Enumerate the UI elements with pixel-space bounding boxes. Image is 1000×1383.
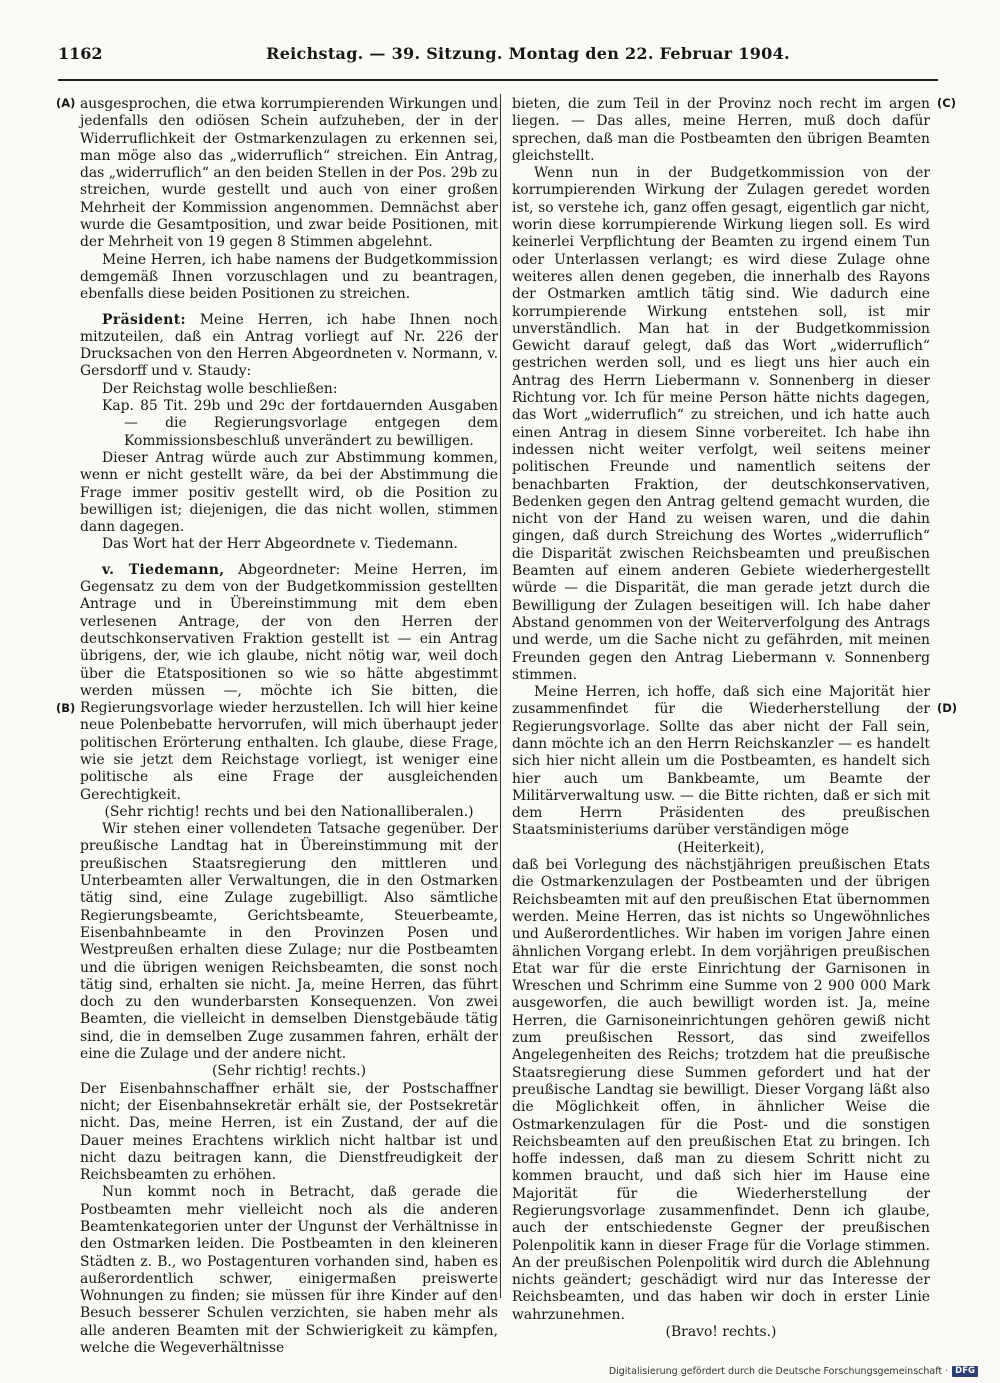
interjection: (Sehr richtig! rechts und bei den Nationalliberalen.) [104, 803, 474, 820]
dfg-logo-icon: DFG [952, 1366, 978, 1377]
paragraph: Der Eisenbahnschaffner erhält sie, der Postschaffner nicht; der Eisenbahnsekretär erhält sie, der Postsekretär nicht. Das, meine Herren, ist ein Zustand, der auf die Dauer meines Erachtens wirklich nicht haltbar ist und nicht dazu beitragen kann, die Dienstfreudigkeit der Reichsbeamten zu erhöhen. [80, 1080, 498, 1184]
paragraph: Wenn nun in der Budgetkommission von der korrumpierenden Wirkung der Zulagen geredet worden ist, so verstehe ich, ganz offen gesagt, eigentlich gar nicht, worin diese korrumpierende Wirkung liegen soll. Es wird keinerlei Verpflichtung der Beamten zu irgend einem Tun oder Unterlassen verlangt; es wird diese Zulage ohne weiteres allen denen gegeben, die innerhalb des Rayons der Ostmarken amtlich tätig sind. Wie dadurch eine korrumpierende Wirkung entstehen soll, ist mir unverständlich. Man hat in der Budgetkommission Gewicht darauf gelegt, daß das Wort „widerruflich“ gestrichen werden soll, und es liegt uns hier auch ein Antrag des Herrn Liebermann v. Sonnenberg in dieser Richtung vor. Ich für meine Person hätte nichts dagegen, das Wort „widerruflich“ zu streichen, und ich hatte auch einen Antrag in diesem Sinne vorbereitet. Ich habe ihn indessen nicht weiter verfolgt, weil seitens meiner politischen Freunde und namentlich seitens der benachbarten Fraktion, der deutschkonservativen, Bedenken gegen den Antrag geltend gemacht wurden, die nicht von der Hand zu weisen waren, und die dahin gingen, daß durch Streichung des Wortes „widerruflich“ die Disparität zwischen Reichsbeamten und preußischen Beamten auf einem anderen Gebiete wiederhergestellt würde — die Disparität, die man gerade jetzt durch die Bewilligung der Zulagen beseitigen will. Ich habe daher Abstand genommen von der Weiterverfolgung des Antrags und werde, um die Sache nicht zu gefährden, mit meinen Freunden gegen den Antrag Liebermann v. Sonnenberg stimmen. [512, 165, 930, 683]
page-header [58, 44, 938, 74]
footer-credit: Digitalisierung gefördert durch die Deutsche Forschungsgemeinschaft · [608, 1366, 949, 1377]
paragraph: daß bei Vorlegung des nächstjährigen preußischen Etats die Ostmarkenzulagen der Postbeamten und der übrigen Reichsbeamten mit auf den preußischen Etat übernommen werden. Meine Herren, das ist nichts so Ungewöhnliches und Außerordentliches. Wir haben im vorigen Jahre einen ähnlichen Vorgang erlebt. In dem vorjährigen preußischen Etat war für die erste Einrichtung der Garnisonen in Wreschen und Schrimm eine Summe von 2 900 000 Mark ausgeworfen, die auch bewilligt worden ist. Ja, meine Herren, die Garnisoneinrichtungen gehören gewiß nicht zum preußischen Ressort, das sind zweifellos Angelegenheiten des Reichs; trotzdem hat die preußische Staatsregierung diese Summen gefordert und hat der preußische Landtag sie bewilligt. Dieser Vorgang läßt also die Möglichkeit offen, in ähnlicher Weise die Ostmarkenzulagen für die Post- und die sonstigen Reichsbeamten auf den preußischen Etat zu bringen. Ich hoffe indessen, daß man zu diesem Schritt nicht zu kommen braucht, und daß sich hier im Hause eine Majorität für die Wiederherstellung der Regierungsvorlage zusammenfindet. Denn ich glaube, auch der entschiedenste Gegner der preußischen Polenpolitik kann in dieser Frage für die Vorlage stimmen. An der preußischen Polenpolitik wird durch die Ablehnung nichts geändert; geschädigt wird nur das Interesse der Reichsbeamten, und das haben wir doch in erster Linie wahrzunehmen. [512, 857, 930, 1323]
paragraph-gap [80, 554, 498, 562]
header-rule [58, 79, 938, 81]
speaker-paragraph [80, 312, 498, 381]
speaker-paragraph [80, 562, 498, 804]
right-column [512, 96, 930, 1341]
interjection: (Heiterkeit), [677, 839, 765, 856]
paragraph: Meine Herren, ich hoffe, daß sich eine Majorität hier zusammenfindet für die Wiederherstellung der Regierungsvorlage. Sollte das aber nicht der Fall sein, dann möchte ich an den Herrn Reichskanzler — es handelt sich hier nicht allein um die Postbeamten, es handelt sich hier auch um Bankbeamte, um Beamte der Militärverwaltung usw. — die Bitte richten, daß er sich mit dem Herrn Präsidenten des preußischen Staatsministeriums darüber verständigen möge [512, 684, 930, 839]
page-number: 1162 [58, 44, 103, 63]
paragraph: Das Wort hat der Herr Abgeordnete v. Tiedemann. [102, 536, 458, 553]
speech-text: Meine Herren, ich habe Ihnen noch mitzuteilen, daß ein Antrag vorliegt auf Nr. 226 der Drucksachen von den Herren Abgeordneten v. Normann, v. Gersdorff und v. Staudy: [80, 311, 498, 380]
paragraph: ausgesprochen, die etwa korrumpierenden Wirkungen und jedenfalls den odiösen Schein aufzuheben, der in der Widerruflichkeit der Ostmarkenzulagen zu erkennen sei, man möge also das „widerruflich“ streichen. Ein Antrag, das „widerruflich“ an den beiden Stellen in der Pos. 29b zu streichen, wurde gestellt und auch von einer großen Mehrheit der Kommission angenommen. Demnächst aber wurde die Gesamtposition, und zwar beide Positionen, mit der Mehrheit von 19 gegen 8 Stimmen abgelehnt. [80, 96, 498, 251]
margin-marker-b: (B) [56, 701, 76, 715]
footer [609, 1366, 978, 1377]
paragraph: Nun kommt noch in Betracht, daß gerade die Postbeamten mehr vielleicht noch als die anderen Beamtenkategorien unter der Ungunst der Verhältnisse in den Ostmarken leiden. Die Postbeamten in den kleineren Städten z. B., wo Postagenturen vorhanden sind, haben es außerordentlich schwer, einigermaßen preiswerte Wohnungen zu finden; sie müssen für ihre Kinder auf den Besuch besserer Schulen verzichten, sie haben mehr als alle anderen Beamten mit der Schwierigkeit zu kämpfen, welche die Wegeverhältnisse [80, 1184, 498, 1357]
left-column [80, 96, 499, 1357]
paragraph: Kap. 85 Tit. 29b und 29c der fortdauernden Ausgaben — die Regierungsvorlage entgegen dem Kommissionsbeschluß unverändert zu bewilligen. [102, 398, 498, 449]
column-divider [500, 94, 501, 1298]
margin-marker-a: (A) [56, 96, 76, 110]
paragraph: bieten, die zum Teil in der Provinz noch recht im argen liegen. — Das alles, meine Herren, muß doch dafür sprechen, daß man die Postbeamten den übrigen Beamten gleichstellt. [512, 96, 930, 164]
interjection: (Sehr richtig! rechts.) [211, 1063, 366, 1080]
interjection: (Bravo! rechts.) [665, 1324, 777, 1341]
paragraph: Wir stehen einer vollendeten Tatsache gegenüber. Der preußische Landtag hat in Übereinstimmung mit der preußischen Staatsregierung den mittleren und Unterbeamten aller Verwaltungen, die in den Ostmarken tätig sind, eine Zulage zugebilligt. Also sämtliche Regierungsbeamte, Gerichtsbeamte, Steuerbeamte, Eisenbahnbeamte in den Provinzen Posen und Westpreußen erhalten diese Zulage; nur die Postbeamten und die übrigen wenigen Reichsbeamten, die sonst noch tätig sind, erhalten sie nicht. Ja, meine Herren, das führt doch zu den wunderbarsten Konsequenzen. Von zwei Beamten, die vielleicht in demselben Dienstgebäude tätig sind, die in demselben Zuge zusammen fahren, erhält der eine die Zulage und der andere nicht. [80, 821, 498, 1063]
speaker-name: v. Tiedemann, [102, 561, 225, 578]
paragraph: Meine Herren, ich habe namens der Budgetkommission demgemäß Ihnen vorzuschlagen und zu beantragen, ebenfalls diese beiden Positionen zu streichen. [80, 251, 498, 303]
running-title: Reichstag. — 39. Sitzung. Montag den 22. Februar 1904. [266, 44, 790, 63]
speaker-name: Präsident: [102, 311, 187, 328]
speech-text: Abgeordneter: Meine Herren, im Gegensatz zu dem von der Budgetkommission gestellten Antrage und in Übereinstimmung mit dem eben verlesenen Antrage, der von den Herren der deutschkonservativen Fraktion gestellt ist — ein Antrag übrigens, der, wie ich glaube, nicht nötig war, weil doch über die Etatspositionen so wie so hätte abgestimmt werden müssen —, möchte ich Sie bitten, die Regierungsvorlage wieder herzustellen. Ich will hier keine neue Polenbebatte hervorrufen, will mich überhaupt jeder politischen Erörterung enthalten. Ich glaube, diese Frage, wie sie jetzt dem Reichstage vorliegt, ist weniger eine politische als eine Frage der ausgleichenden Gerechtigkeit. [80, 561, 499, 803]
margin-marker-c: (C) [937, 96, 956, 110]
margin-marker-d: (D) [937, 701, 958, 715]
paragraph: Dieser Antrag würde auch zur Abstimmung kommen, wenn er nicht gestellt wäre, da bei der Abstimmung die Frage immer positiv gestellt wird, ob die Position zu bewilligen ist; diejenigen, die das nicht wollen, stimmen dann dagegen. [80, 449, 498, 536]
paragraph: Der Reichstag wolle beschließen: [102, 380, 338, 397]
paragraph-gap [80, 304, 498, 312]
